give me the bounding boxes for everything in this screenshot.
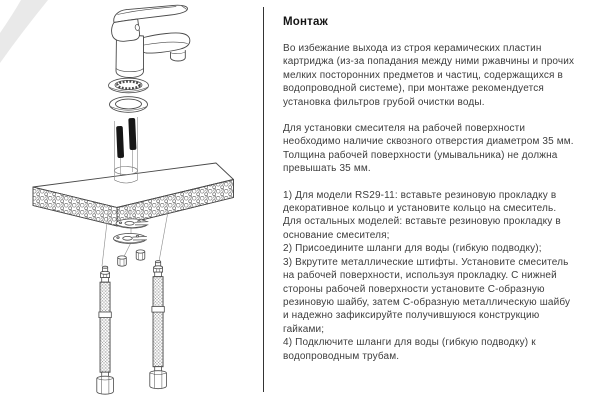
- section-heading: Монтаж: [283, 16, 328, 28]
- flex-hose-left: [97, 266, 114, 394]
- corner-swoosh-decoration: [0, 0, 48, 63]
- o-ring-gasket-drawing: [110, 97, 148, 113]
- flex-hose-right: [150, 261, 167, 389]
- steps-list: [283, 189, 576, 363]
- step-item-3: 3) Вкрутите металлические штифты. Установите смеситель на рабочей поверхности, используя прокладку. С нижней стороны рабочей поверхности установите С-образную резиновую шайбу, затем С-образную металлическую шайбу и надежно зафиксируйте получившуюся конструкцию гайками;: [283, 256, 571, 335]
- vertical-divider: [263, 7, 264, 392]
- installation-diagram: [0, 0, 270, 408]
- nuts-drawing: [118, 250, 145, 266]
- step-item-4: 4) Подключите шланги для воды (гибкую подводку) к водопроводным трубам.: [283, 337, 536, 362]
- decorative-ring-drawing: [109, 78, 149, 93]
- intro-paragraph-1: Во избежание выхода из строя керамических пластин картриджа (из-за попадания между ними ржавчины и прочих мелких посторонних предметов и частиц, содержащихся в водопроводной системе), при монтаже рекомендуется установка фильтров грубой очистки воды.: [283, 43, 575, 108]
- step-item-1: 1) Для модели RS29-11: вставьте резиновую прокладку в декоративное кольцо и установите кольцо на смеситель. Для остальных моделей: вставьте резиновую прокладку в основание смесителя;: [283, 189, 561, 241]
- flex-hoses-drawing: [97, 261, 167, 395]
- step-item-2: 2) Присоедините шланги для воды (гибкую подводку);: [283, 243, 542, 255]
- instructions-panel: [283, 15, 576, 363]
- intro-paragraph-2: Для установки смесителя на рабочей поверхности необходимо наличие сквозного отверстия диаметром 35 мм. Толщина рабочей поверхности (умывальника) не должна превышать 35 мм.: [283, 123, 574, 175]
- mounting-hole: [115, 167, 138, 175]
- faucet-drawing: [112, 5, 190, 77]
